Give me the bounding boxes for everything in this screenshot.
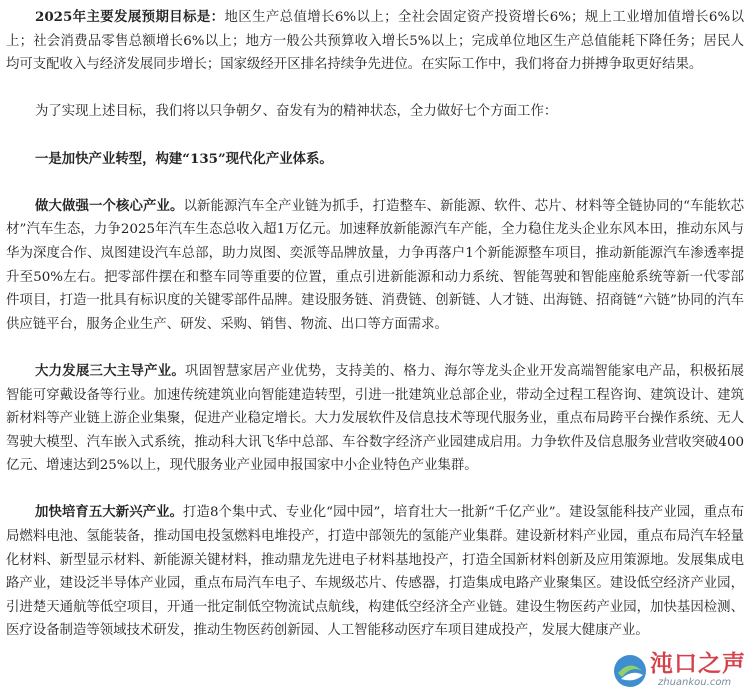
document-body [6, 6, 744, 643]
paragraph-core-industry [6, 195, 744, 337]
paragraph-lead: 做大做强一个核心产业。 [35, 197, 184, 214]
paragraph-intro [6, 100, 744, 124]
paragraph-lead: 2025年主要发展预期目标是： [35, 9, 225, 25]
watermark-url: zhuankou.com [658, 677, 732, 688]
paragraph-lead: 加快培育五大新兴产业。 [35, 504, 184, 521]
paragraph-text: 地区生产总值增长6%以上；全社会固定资产投资增长6%；规上工业增加值增长6%以上；社会消费品零售总额增长6%以上；地方一般公共预算收入增长5%以上；完成单位地区生产总值能耗下降任务；居民人均可支配收入与经济发展同步增长；国家级经开区排名持续争先进位。在实际工作中，我们将奋力拼搏争取更好结果。 [6, 10, 744, 73]
paragraph-text: 为了实现上述目标，我们将以只争朝夕、奋发有为的精神状态，全力做好七个方面工作： [35, 104, 558, 120]
paragraph-gap [6, 171, 744, 195]
watermark-logo-icon [612, 653, 648, 689]
watermark-name: 沌口之声 [650, 651, 746, 677]
watermark [612, 650, 746, 690]
paragraph-emerging-industries [6, 501, 744, 643]
section-heading-text: 一是加快产业转型，构建“135”现代化产业体系。 [35, 150, 333, 167]
paragraph-targets [6, 6, 744, 77]
paragraph-gap [6, 77, 744, 101]
section-heading [6, 148, 744, 172]
paragraph-lead: 大力发展三大主导产业。 [35, 362, 186, 379]
paragraph-gap [6, 478, 744, 502]
paragraph-text: 巩固智慧家居产业优势，支持美的、格力、海尔等龙头企业开发高端智能家电产品，积极拓展智能可穿戴设备等行业。加速传统建筑业向智能建造转型，引进一批建筑业总部企业，带动全过程工程咨询、建筑设计、建筑新材料等产业链上游企业集聚，促进产业稳定增长。大力发展软件及信息技术等现代服务业，重点布局跨平台操作系统、无人驾驶大模型、汽车嵌入式系统，推动科大讯飞华中总部、车谷数字经济产业园建成启用。力争软件及信息服务业营收突破400亿元、增速达到25%以上，现代服务业产业园申报国家中小企业特色产业集群。 [6, 363, 745, 474]
paragraph-leading-industries [6, 360, 744, 478]
paragraph-text: 以新能源汽车全产业链为抓手，打造整车、新能源、软件、芯片、材料等全链协同的“车能软芯材”汽车生态，力争2025年汽车生态总收入超1万亿元。加速释放新能源汽车产能，全力稳住龙头企业东风本田，推动东风与华为深度合作、岚图建设汽车总部，助力岚图、奕派等品牌放量，力争再落户1个新能源整车项目，推动新能源汽车渗透率提升至50%左右。把零部件摆在和整车同等重要的位置，重点引进新能源和动力系统、智能驾驶和智能座舱系统等新一代零部件项目，打造一批具有标识度的关键零部件品牌。建设服务链、消费链、创新链、人才链、出海链、招商链“六链”协同的汽车供应链平台，服务企业生产、研发、采购、销售、物流、出口等方面需求。 [6, 198, 745, 332]
paragraph-gap [6, 124, 744, 148]
paragraph-text: 打造8个集中式、专业化“园中园”，培育壮大一批新“千亿产业”。建设氢能科技产业园，重点布局燃料电池、氢能装备，推动国电投氢燃料电堆投产，打造中部领先的氢能产业集群。建设新材料产业园，重点布局汽车轻量化材料、新型显示材料、新能源关键材料，推动鼎龙先进电子材料基地投产，打造全国新材料创新及应用策源地。发展集成电路产业，建设泛半导体产业园，重点布局汽车电子、车规级芯片、传感器，打造集成电路产业聚集区。建设低空经济产业园，引进楚天通航等低空项目，开通一批定制低空物流试点航线，构建低空经济全产业链。建设生物医药产业园，加快基因检测、医疗设备制造等领域技术研发，推动生物医药创新园、人工智能移动医疗车项目建成投产，发展大健康产业。 [6, 505, 745, 639]
paragraph-gap [6, 336, 744, 360]
